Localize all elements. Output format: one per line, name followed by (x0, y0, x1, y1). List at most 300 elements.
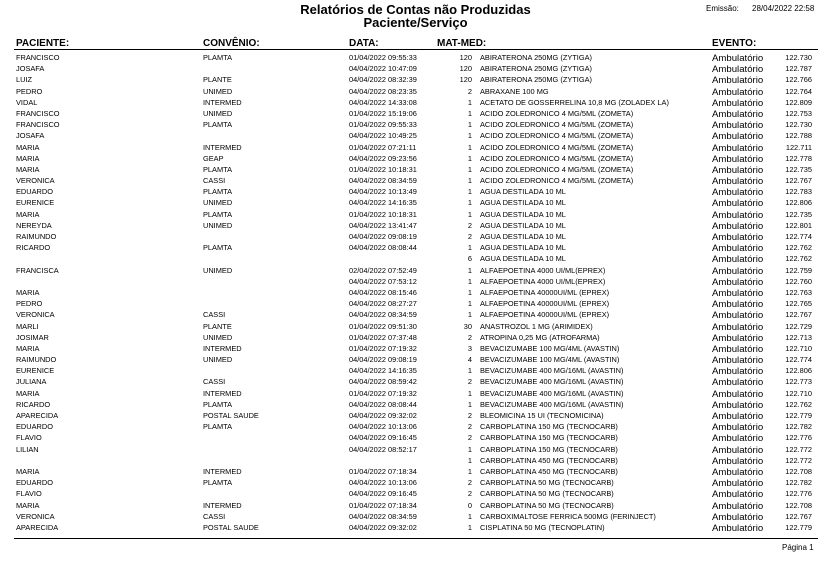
table-row (0, 265, 831, 276)
service-date: 04/04/2022 13:41:47 (349, 220, 417, 230)
material-description: ACETATO DE GOSSERRELINA 10,8 MG (ZOLADEX LA) (480, 97, 669, 107)
material-description: ACIDO ZOLEDRONICO 4 MG/5ML (ZOMETA) (480, 131, 634, 141)
service-date: 04/04/2022 14:33:08 (349, 97, 417, 107)
quantity: 120 (459, 75, 472, 85)
patient-name: EURENICE (16, 366, 55, 376)
quantity: 1 (467, 153, 472, 163)
material-description: AGUA DESTILADA 10 ML (480, 187, 566, 197)
insurance-name: PLAMTA (203, 399, 233, 409)
material-description: ALFAEPOETINA 4000 UI/ML(EPREX) (480, 276, 606, 286)
material-description: BEVACIZUMABE 400 MG/16ML (AVASTIN) (480, 399, 624, 409)
table-row (0, 197, 831, 208)
material-description: BEVACIZUMABE 400 MG/16ML (AVASTIN) (480, 388, 624, 398)
quantity: 1 (467, 444, 472, 454)
table-row (0, 119, 831, 130)
material-description: AGUA DESTILADA 10 ML (480, 254, 566, 264)
account-number: 122.759 (785, 265, 812, 275)
quantity: 1 (467, 120, 472, 130)
insurance-name: CASSI (203, 310, 226, 320)
service-date: 01/04/2022 09:55:33 (349, 53, 417, 62)
column-header-evento: EVENTO: (712, 38, 757, 49)
account-number: 122.772 (785, 455, 812, 465)
table-row (0, 298, 831, 309)
quantity: 2 (467, 232, 472, 241)
quantity: 2 (467, 422, 472, 432)
event-type: Ambulatório (712, 489, 764, 501)
table-row (0, 432, 831, 443)
account-number: 122.776 (785, 433, 812, 443)
event-type: Ambulatório (712, 254, 764, 266)
quantity: 1 (467, 108, 472, 118)
table-row (0, 399, 831, 410)
quantity: 1 (467, 265, 472, 275)
patient-name: PEDRO (16, 86, 43, 96)
emission-label: Emissão: (706, 4, 739, 13)
table-row (0, 74, 831, 85)
table-row (0, 332, 831, 343)
quantity: 1 (467, 522, 472, 532)
insurance-name: INTERMED (203, 343, 242, 353)
service-date: 04/04/2022 10:47:09 (349, 64, 417, 74)
material-description: ABIRATERONA 250MG (ZYTIGA) (480, 75, 592, 85)
event-type: Ambulatório (712, 500, 764, 512)
event-type: Ambulatório (712, 455, 764, 467)
quantity: 1 (467, 209, 472, 219)
insurance-name: POSTAL SAUDE (203, 522, 259, 532)
material-description: AGUA DESTILADA 10 ML (480, 220, 566, 230)
patient-name: APARECIDA (16, 522, 59, 532)
patient-name: VERONICA (16, 310, 55, 320)
insurance-name: UNIMED (203, 220, 233, 230)
event-type: Ambulatório (712, 444, 764, 456)
event-type: Ambulatório (712, 198, 764, 210)
table-row (0, 444, 831, 455)
service-date: 01/04/2022 10:18:31 (349, 209, 417, 219)
event-type: Ambulatório (712, 321, 764, 333)
quantity: 120 (459, 64, 472, 74)
patient-name: VERONICA (16, 511, 55, 521)
account-number: 122.753 (785, 108, 812, 118)
service-date: 04/04/2022 14:16:35 (349, 198, 417, 208)
event-type: Ambulatório (712, 343, 764, 355)
emission-info (706, 4, 814, 13)
event-type: Ambulatório (712, 433, 764, 445)
insurance-name: PLAMTA (203, 120, 233, 130)
account-number: 122.779 (785, 522, 812, 532)
account-number: 122.762 (785, 243, 812, 253)
service-date: 04/04/2022 08:34:59 (349, 511, 417, 521)
patient-name: MARIA (16, 287, 40, 297)
table-row (0, 522, 831, 533)
quantity: 1 (467, 176, 472, 186)
patient-name: FRANCISCO (16, 53, 60, 62)
account-number: 122.806 (785, 366, 812, 376)
account-number: 122.710 (785, 388, 812, 398)
material-description: ALFAEPOETINA 4000 UI/ML(EPREX) (480, 265, 606, 275)
event-type: Ambulatório (712, 422, 764, 434)
service-date: 01/04/2022 07:18:34 (349, 466, 417, 476)
event-type: Ambulatório (712, 64, 764, 76)
quantity: 1 (467, 310, 472, 320)
account-number: 122.762 (785, 254, 812, 264)
account-number: 122.782 (785, 422, 812, 432)
material-description: CARBOXIMALTOSE FERRICA 500MG (FERINJECT) (480, 511, 656, 521)
service-date: 04/04/2022 08:27:27 (349, 299, 417, 309)
patient-name: MARIA (16, 466, 40, 476)
insurance-name: PLAMTA (203, 478, 233, 488)
service-date: 02/04/2022 07:52:49 (349, 265, 417, 275)
patient-name: LUIZ (16, 75, 33, 85)
quantity: 2 (467, 411, 472, 420)
table-row (0, 153, 831, 164)
material-description: ALFAEPOETINA 40000UI/ML (EPREX) (480, 310, 610, 320)
event-type: Ambulatório (712, 142, 764, 154)
material-description: ABRAXANE 100 MG (480, 86, 549, 96)
event-type: Ambulatório (712, 153, 764, 165)
table-row (0, 108, 831, 119)
account-number: 122.779 (785, 411, 812, 420)
service-date: 04/04/2022 10:13:06 (349, 478, 417, 488)
service-date: 04/04/2022 08:34:59 (349, 310, 417, 320)
table-row (0, 321, 831, 332)
material-description: ACIDO ZOLEDRONICO 4 MG/5ML (ZOMETA) (480, 164, 634, 174)
table-row (0, 343, 831, 354)
material-description: BLEOMICINA 15 UI (TECNOMICINA) (480, 411, 604, 420)
material-description: CARBOPLATINA 50 MG (TECNOCARB) (480, 500, 614, 510)
table-row (0, 455, 831, 466)
quantity: 2 (467, 86, 472, 96)
account-number: 122.710 (785, 343, 812, 353)
event-type: Ambulatório (712, 287, 764, 299)
material-description: CARBOPLATINA 150 MG (TECNOCARB) (480, 444, 618, 454)
service-date: 04/04/2022 10:49:25 (349, 131, 417, 141)
account-number: 122.764 (785, 86, 812, 96)
patient-name: RAIMUNDO (16, 355, 57, 365)
material-description: CARBOPLATINA 450 MG (TECNOCARB) (480, 455, 618, 465)
material-description: ABIRATERONA 250MG (ZYTIGA) (480, 53, 592, 62)
column-header-convenio: CONVÊNIO: (203, 38, 260, 49)
account-number: 122.773 (785, 377, 812, 387)
service-date: 04/04/2022 08:15:46 (349, 287, 417, 297)
event-type: Ambulatório (712, 388, 764, 400)
quantity: 2 (467, 433, 472, 443)
table-row (0, 130, 831, 141)
event-type: Ambulatório (712, 265, 764, 277)
insurance-name: GEAP (203, 153, 224, 163)
account-number: 122.774 (785, 232, 812, 241)
quantity: 4 (467, 355, 472, 365)
service-date: 01/04/2022 15:19:06 (349, 108, 417, 118)
material-description: AGUA DESTILADA 10 ML (480, 243, 566, 253)
account-number: 122.767 (785, 310, 812, 320)
patient-name: FRANCISCO (16, 108, 60, 118)
quantity: 1 (467, 142, 472, 152)
patient-name: MARIA (16, 164, 40, 174)
header-divider (14, 49, 818, 50)
event-type: Ambulatório (712, 53, 764, 64)
material-description: CARBOPLATINA 50 MG (TECNOCARB) (480, 489, 614, 499)
material-description: ACIDO ZOLEDRONICO 4 MG/5ML (ZOMETA) (480, 108, 634, 118)
service-date: 04/04/2022 08:23:35 (349, 86, 417, 96)
event-type: Ambulatório (712, 511, 764, 523)
table-row (0, 164, 831, 175)
insurance-name: UNIMED (203, 86, 233, 96)
table-row (0, 421, 831, 432)
account-number: 122.765 (785, 299, 812, 309)
material-description: AGUA DESTILADA 10 ML (480, 198, 566, 208)
table-row (0, 488, 831, 499)
insurance-name: INTERMED (203, 142, 242, 152)
column-header-data: DATA: (349, 38, 379, 49)
insurance-name: PLANTE (203, 75, 232, 85)
event-type: Ambulatório (712, 97, 764, 109)
service-date: 04/04/2022 08:08:44 (349, 399, 417, 409)
table-row (0, 242, 831, 253)
service-date: 04/04/2022 09:32:02 (349, 522, 417, 532)
material-description: CARBOPLATINA 450 MG (TECNOCARB) (480, 466, 618, 476)
table-row (0, 220, 831, 231)
patient-name: NEREYDA (16, 220, 52, 230)
quantity: 0 (467, 500, 472, 510)
event-type: Ambulatório (712, 366, 764, 378)
table-row (0, 500, 831, 511)
event-type: Ambulatório (712, 243, 764, 255)
report-title: Relatórios de Contas não Produzidas (300, 2, 531, 17)
table-row (0, 253, 831, 264)
patient-name: JOSIMAR (16, 332, 49, 342)
material-description: BEVACIZUMABE 400 MG/16ML (AVASTIN) (480, 377, 624, 387)
table-row (0, 466, 831, 477)
patient-name: FRANCISCA (16, 265, 59, 275)
account-number: 122.801 (785, 220, 812, 230)
material-description: ACIDO ZOLEDRONICO 4 MG/5ML (ZOMETA) (480, 142, 634, 152)
service-date: 04/04/2022 14:16:35 (349, 366, 417, 376)
table-row (0, 209, 831, 220)
insurance-name: CASSI (203, 511, 226, 521)
quantity: 2 (467, 489, 472, 499)
patient-name: PEDRO (16, 299, 43, 309)
service-date: 01/04/2022 09:55:33 (349, 120, 417, 130)
service-date: 01/04/2022 09:51:30 (349, 321, 417, 331)
quantity: 2 (467, 377, 472, 387)
quantity: 1 (467, 276, 472, 286)
material-description: CARBOPLATINA 150 MG (TECNOCARB) (480, 422, 618, 432)
material-description: BEVACIZUMABE 400 MG/16ML (AVASTIN) (480, 366, 624, 376)
service-date: 04/04/2022 09:16:45 (349, 433, 417, 443)
account-number: 122.711 (785, 142, 812, 152)
patient-name: LILIAN (16, 444, 39, 454)
quantity: 1 (467, 164, 472, 174)
patient-name: RAIMUNDO (16, 232, 57, 241)
patient-name: FLAVIO (16, 433, 42, 443)
material-description: ABIRATERONA 250MG (ZYTIGA) (480, 64, 592, 74)
account-number: 122.806 (785, 198, 812, 208)
patient-name: MARIA (16, 343, 40, 353)
table-row (0, 276, 831, 287)
insurance-name: UNIMED (203, 355, 233, 365)
material-description: ACIDO ZOLEDRONICO 4 MG/5ML (ZOMETA) (480, 153, 634, 163)
patient-name: APARECIDA (16, 411, 59, 420)
account-number: 122.782 (785, 478, 812, 488)
material-description: ANASTROZOL 1 MG (ARIMIDEX) (480, 321, 593, 331)
quantity: 1 (467, 455, 472, 465)
emission-value: 28/04/2022 22:58 (752, 4, 815, 13)
event-type: Ambulatório (712, 276, 764, 288)
table-row (0, 97, 831, 108)
table-row (0, 175, 831, 186)
account-number: 122.778 (785, 153, 812, 163)
event-type: Ambulatório (712, 522, 764, 534)
service-date: 04/04/2022 07:53:12 (349, 276, 417, 286)
account-number: 122.708 (785, 500, 812, 510)
patient-name: MARIA (16, 500, 40, 510)
quantity: 1 (467, 131, 472, 141)
event-type: Ambulatório (712, 131, 764, 143)
table-row (0, 52, 831, 63)
material-description: CISPLATINA 50 MG (TECNOPLATIN) (480, 522, 605, 532)
material-description: ATROPINA 0,25 MG (ATROFARMA) (480, 332, 600, 342)
account-number: 122.730 (785, 120, 812, 130)
table-row (0, 354, 831, 365)
insurance-name: UNIMED (203, 332, 233, 342)
material-description: ALFAEPOETINA 40000UI/ML (EPREX) (480, 299, 610, 309)
insurance-name: CASSI (203, 377, 226, 387)
patient-name: MARLI (16, 321, 39, 331)
material-description: AGUA DESTILADA 10 ML (480, 232, 566, 241)
quantity: 1 (467, 366, 472, 376)
table-row (0, 287, 831, 298)
service-date: 04/04/2022 08:08:44 (349, 243, 417, 253)
event-type: Ambulatório (712, 86, 764, 98)
event-type: Ambulatório (712, 220, 764, 232)
quantity: 1 (467, 97, 472, 107)
event-type: Ambulatório (712, 377, 764, 389)
service-date: 01/04/2022 07:18:34 (349, 500, 417, 510)
event-type: Ambulatório (712, 399, 764, 411)
service-date: 01/04/2022 07:37:48 (349, 332, 417, 342)
patient-name: JOSAFA (16, 131, 45, 141)
table-row (0, 388, 831, 399)
event-type: Ambulatório (712, 176, 764, 188)
account-number: 122.788 (785, 131, 812, 141)
account-number: 122.708 (785, 466, 812, 476)
service-date: 04/04/2022 09:23:56 (349, 153, 417, 163)
quantity: 2 (467, 478, 472, 488)
material-description: CARBOPLATINA 50 MG (TECNOCARB) (480, 478, 614, 488)
table-row (0, 86, 831, 97)
account-number: 122.772 (785, 444, 812, 454)
patient-name: FRANCISCO (16, 120, 60, 130)
service-date: 04/04/2022 09:08:19 (349, 355, 417, 365)
service-date: 04/04/2022 10:13:06 (349, 422, 417, 432)
patient-name: EDUARDO (16, 187, 53, 197)
patient-name: JULIANA (16, 377, 47, 387)
table-row (0, 410, 831, 421)
account-number: 122.735 (785, 209, 812, 219)
patient-name: FLAVIO (16, 489, 42, 499)
patient-name: RICARDO (16, 243, 51, 253)
quantity: 2 (467, 220, 472, 230)
quantity: 1 (467, 299, 472, 309)
table-row (0, 477, 831, 488)
insurance-name: PLANTE (203, 321, 232, 331)
event-type: Ambulatório (712, 332, 764, 344)
event-type: Ambulatório (712, 232, 764, 243)
patient-name: MARIA (16, 388, 40, 398)
event-type: Ambulatório (712, 478, 764, 490)
account-number: 122.774 (785, 355, 812, 365)
table-row (0, 142, 831, 153)
column-header-paciente: PACIENTE: (16, 38, 70, 49)
footer-divider (14, 538, 818, 539)
service-date: 01/04/2022 07:21:11 (349, 142, 417, 152)
event-type: Ambulatório (712, 75, 764, 87)
insurance-name: PLAMTA (203, 187, 233, 197)
quantity: 1 (467, 198, 472, 208)
patient-name: EURENICE (16, 198, 55, 208)
quantity: 1 (467, 287, 472, 297)
table-row (0, 186, 831, 197)
quantity: 1 (467, 388, 472, 398)
quantity: 120 (459, 53, 472, 62)
service-date: 04/04/2022 08:59:42 (349, 377, 417, 387)
patient-name: VERONICA (16, 176, 55, 186)
material-description: BEVACIZUMABE 100 MG/4ML (AVASTIN) (480, 343, 620, 353)
report-rows (0, 52, 831, 533)
insurance-name: INTERMED (203, 466, 242, 476)
insurance-name: PLAMTA (203, 209, 233, 219)
quantity: 1 (467, 466, 472, 476)
patient-name: VIDAL (16, 97, 38, 107)
event-type: Ambulatório (712, 187, 764, 199)
table-row (0, 63, 831, 74)
table-row (0, 231, 831, 242)
quantity: 1 (467, 511, 472, 521)
table-row (0, 376, 831, 387)
event-type: Ambulatório (712, 108, 764, 120)
quantity: 1 (467, 399, 472, 409)
account-number: 122.729 (785, 321, 812, 331)
material-description: BEVACIZUMABE 100 MG/4ML (AVASTIN) (480, 355, 620, 365)
account-number: 122.783 (785, 187, 812, 197)
event-type: Ambulatório (712, 310, 764, 322)
quantity: 3 (467, 343, 472, 353)
patient-name: EDUARDO (16, 422, 53, 432)
material-description: ALFAEPOETINA 40000UI/ML (EPREX) (480, 287, 610, 297)
insurance-name: INTERMED (203, 97, 242, 107)
account-number: 122.763 (785, 287, 812, 297)
account-number: 122.767 (785, 176, 812, 186)
service-date: 04/04/2022 08:34:59 (349, 176, 417, 186)
service-date: 04/04/2022 08:32:39 (349, 75, 417, 85)
patient-name: MARIA (16, 153, 40, 163)
account-number: 122.809 (785, 97, 812, 107)
service-date: 01/04/2022 07:19:32 (349, 388, 417, 398)
insurance-name: PLAMTA (203, 422, 233, 432)
insurance-name: UNIMED (203, 108, 233, 118)
quantity: 2 (467, 332, 472, 342)
event-type: Ambulatório (712, 355, 764, 367)
insurance-name: PLAMTA (203, 53, 233, 62)
account-number: 122.730 (785, 53, 812, 62)
material-description: AGUA DESTILADA 10 ML (480, 209, 566, 219)
account-number: 122.776 (785, 489, 812, 499)
patient-name: EDUARDO (16, 478, 53, 488)
event-type: Ambulatório (712, 466, 764, 478)
event-type: Ambulatório (712, 299, 764, 311)
account-number: 122.766 (785, 75, 812, 85)
event-type: Ambulatório (712, 411, 764, 422)
